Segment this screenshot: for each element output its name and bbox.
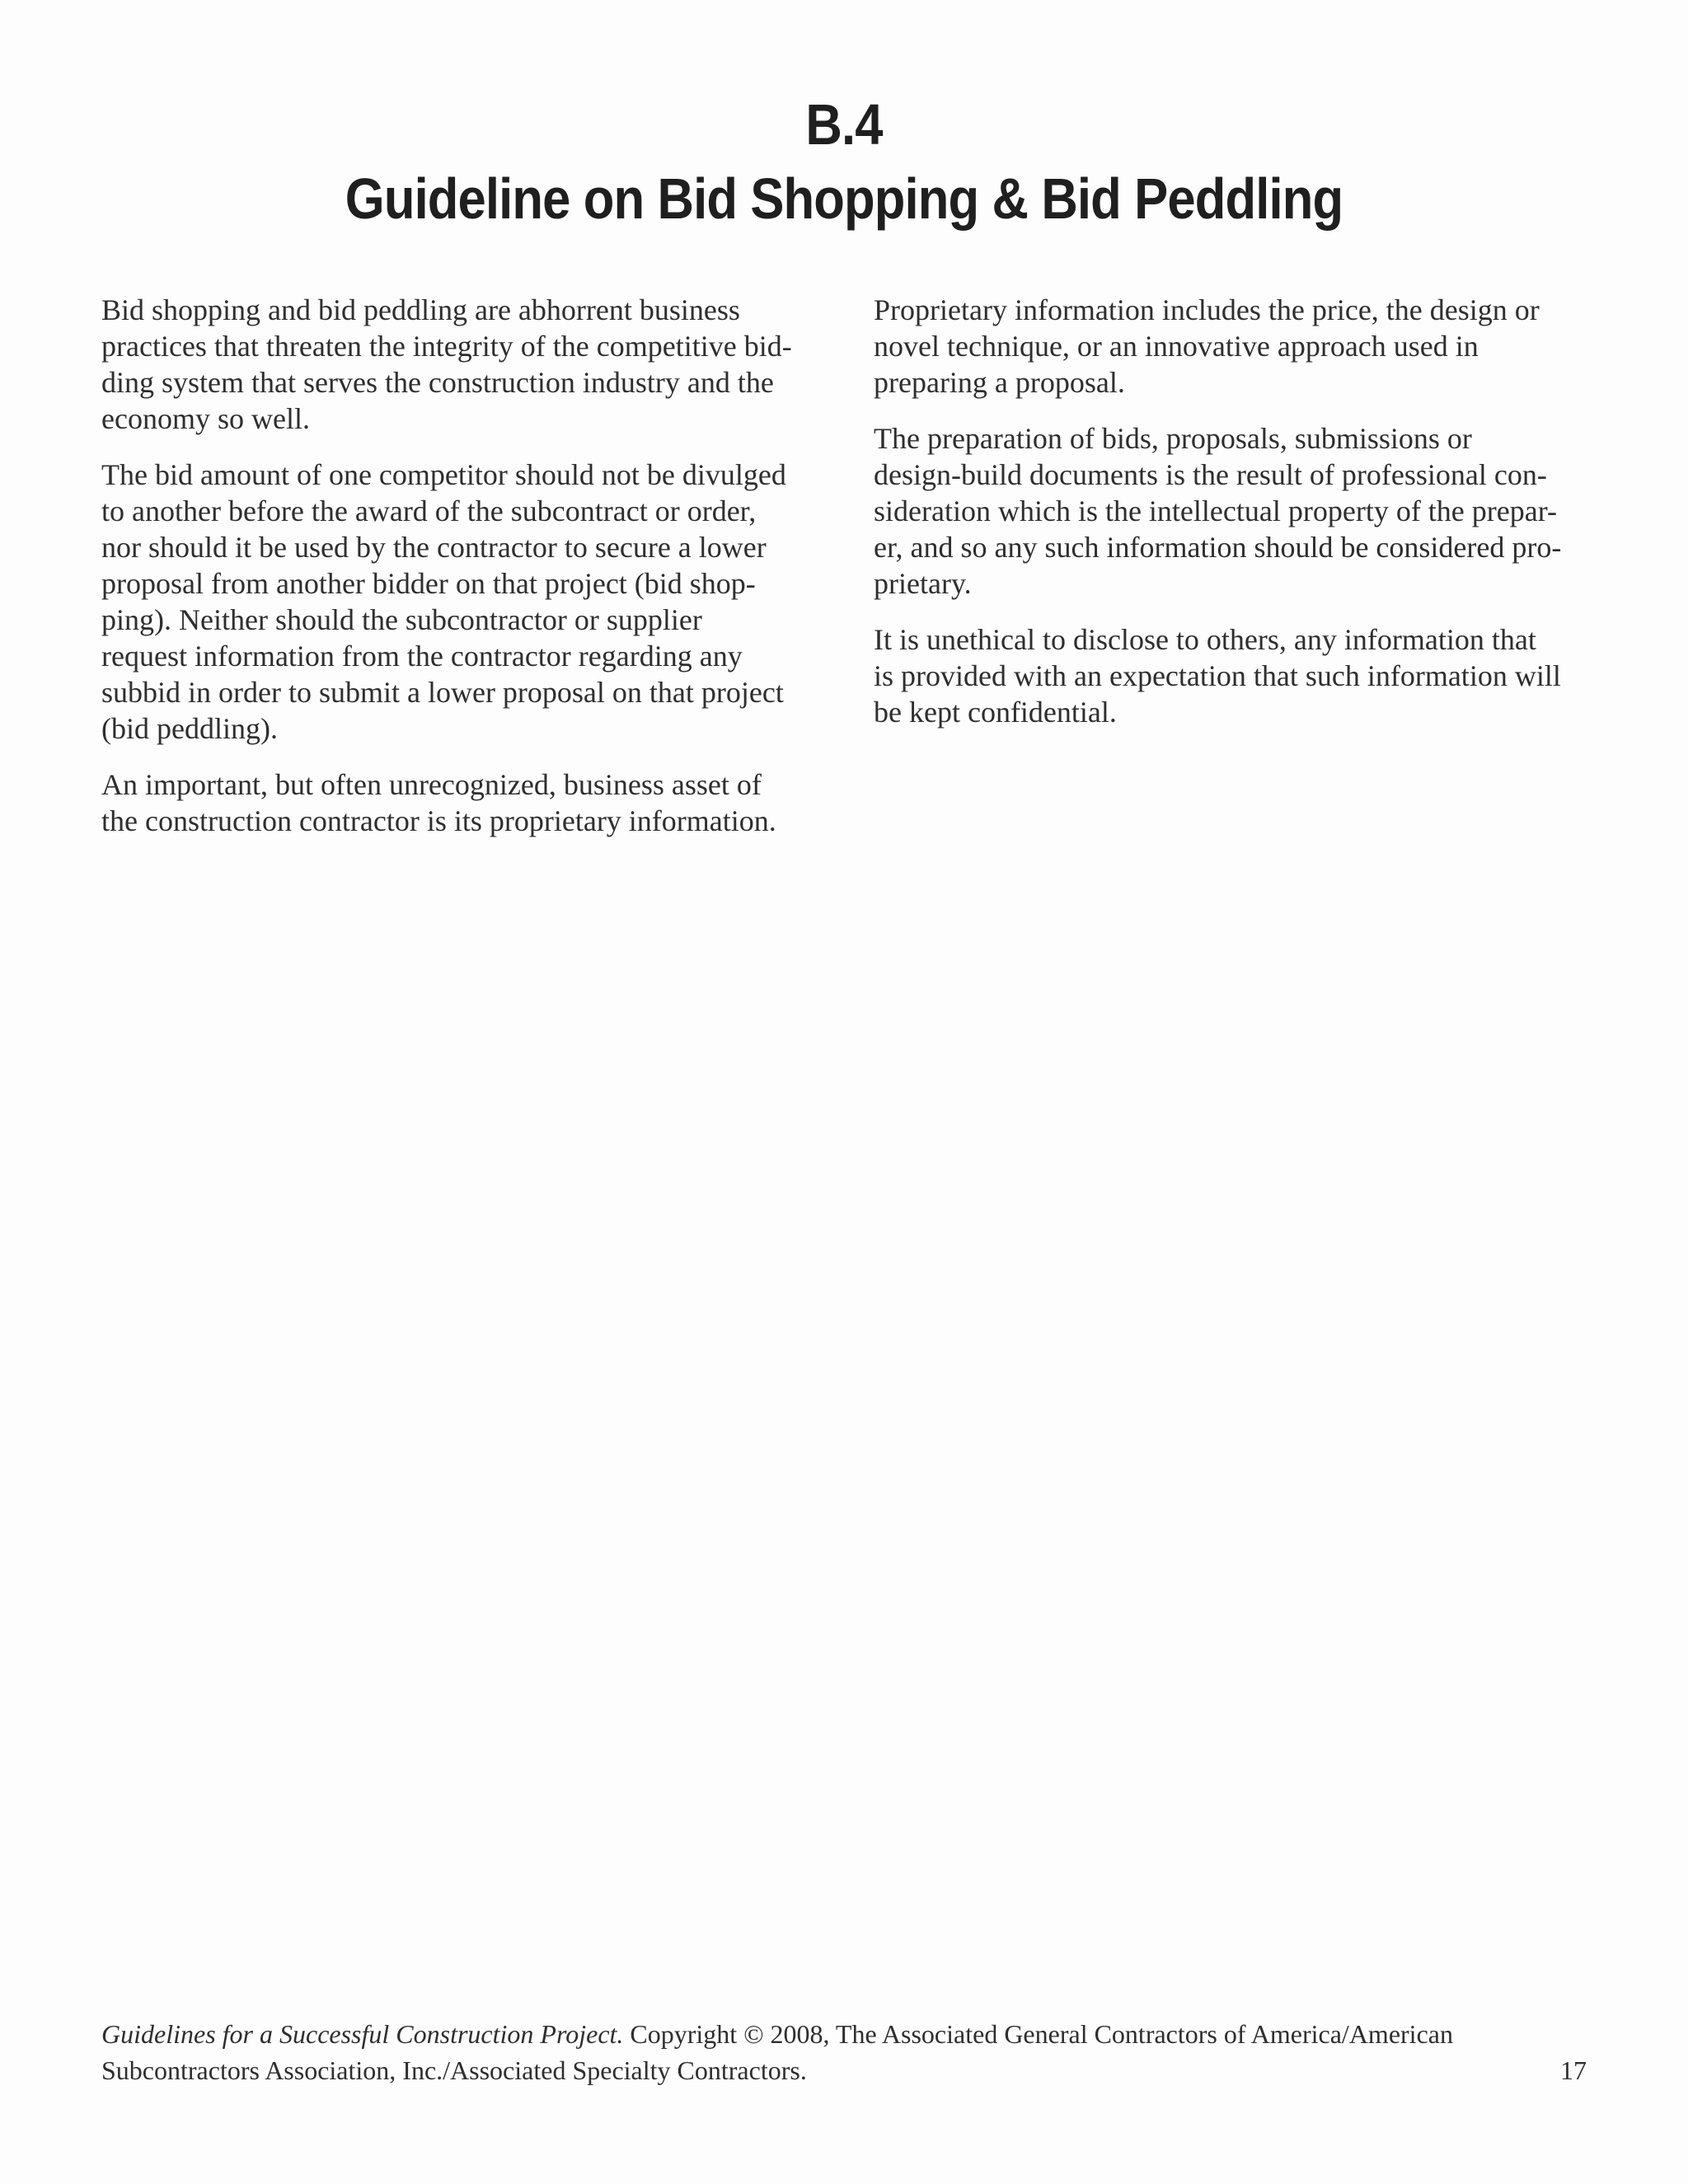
text-line: ding system that serves the construction industry and the [101, 366, 774, 399]
paragraph [101, 457, 818, 747]
text-line: Proprietary information includes the price, the design or [874, 293, 1540, 326]
text-line: prietary. [874, 567, 972, 600]
text-line: novel technique, or an innovative approach used in [874, 330, 1479, 363]
text-line: is provided with an expectation that such information will [874, 659, 1561, 692]
text-line: ping). Neither should the subcontractor or supplier [101, 603, 702, 636]
text-line: The preparation of bids, proposals, submissions or [874, 422, 1472, 455]
text-line: Bid shopping and bid peddling are abhorrent business [101, 293, 740, 326]
text-line: An important, but often unrecognized, business asset of [101, 768, 762, 801]
text-line: It is unethical to disclose to others, any information that [874, 623, 1536, 656]
page-number: 17 [1560, 2055, 1587, 2085]
book-title: Guidelines for a Successful Construction Project. [101, 2019, 624, 2049]
text-line: design-build documents is the result of professional con- [874, 458, 1547, 491]
text-line: request information from the contractor regarding any [101, 640, 743, 673]
text-line: to another before the award of the subcontract or order, [101, 494, 757, 527]
page-footer [101, 2016, 1587, 2088]
right-column [874, 292, 1589, 750]
text-line: The bid amount of one competitor should not be divulged [101, 458, 786, 491]
text-line: economy so well. [101, 402, 310, 435]
section-number: B.4 [805, 92, 883, 157]
text-line: proposal from another bidder on that project (bid shop- [101, 567, 756, 600]
paragraph [874, 621, 1589, 730]
page-title: Guideline on Bid Shopping & Bid Peddling [345, 166, 1343, 231]
footer-line [101, 2016, 1587, 2052]
paragraph [874, 292, 1589, 401]
text-line: preparing a proposal. [874, 366, 1125, 399]
text-line: sideration which is the intellectual property of the prepar- [874, 494, 1557, 527]
left-column [101, 292, 818, 859]
text-line: be kept confidential. [874, 696, 1117, 729]
footer-line: Subcontractors Association, Inc./Associated Specialty Contractors. [101, 2055, 807, 2085]
copyright-text: Copyright © 2008, The Associated General Contractors of America/American [623, 2019, 1453, 2049]
page-header [0, 87, 1688, 237]
text-line: nor should it be used by the contractor to secure a lower [101, 531, 767, 564]
paragraph [101, 292, 818, 437]
paragraph [101, 766, 818, 839]
paragraph [874, 420, 1589, 602]
text-line: the construction contractor is its proprietary information. [101, 804, 776, 837]
text-line: subbid in order to submit a lower proposal on that project [101, 676, 784, 709]
text-line: er, and so any such information should be considered pro- [874, 531, 1562, 564]
text-line: (bid peddling). [101, 712, 278, 745]
text-line: practices that threaten the integrity of the competitive bid- [101, 330, 792, 363]
